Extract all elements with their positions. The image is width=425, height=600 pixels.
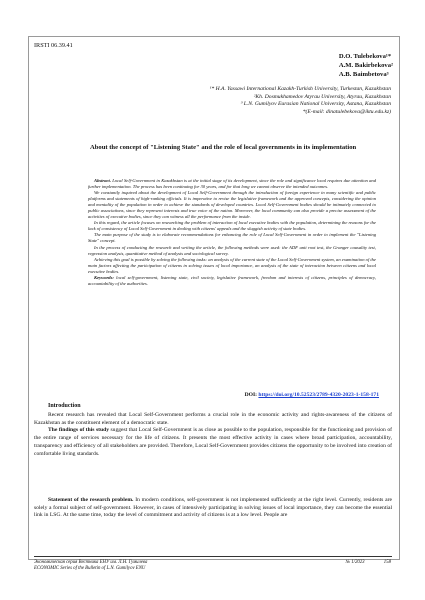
abstract-paragraph: [88, 232, 376, 244]
author-name: D.O. Tulebekova¹*: [338, 53, 392, 60]
section-heading-introduction: Introduction: [48, 403, 81, 409]
affiliation: ²Kh. Dosmukhamedov Atyrau University, Atyrau, Kazakhstan: [253, 93, 391, 100]
journal-name-en: ECONOMIC Series of the Bulletin of L.N. Gumilyov ENU: [34, 566, 146, 571]
abstract-paragraph: [88, 257, 376, 275]
keywords-lead: Keywords:: [94, 274, 114, 280]
abstract-text: In the process of conducting the research and writing the article, the following methods were used: the ADF unit root test, the Granger causality test, regression analysis, quantitative method of analysis and sociological survey.: [88, 244, 376, 256]
affiliation-list: [210, 86, 391, 116]
doi-link[interactable]: https://doi.org/10.52523/2789-4320-2023-1-158-171: [258, 392, 379, 398]
body-paragraph: [34, 412, 392, 458]
journal-name-ru: Экономическая серия Вестника ЕНУ им. Л.Н. Гумилева: [34, 560, 148, 565]
abstract-paragraph: [88, 245, 376, 257]
author-name: A.M. Bakirbekova²: [338, 62, 393, 70]
author-name: A.B. Baimbetova³: [338, 71, 389, 79]
abstract-text: Local Self-Government in Kazakhstan is at the initial stage of its development, since the role and significance local requires due attention and further implementation. The process has been continuing for 30 years, and for that long we cannot observe the intended outcomes.: [88, 178, 376, 190]
journal-footer: [34, 560, 147, 572]
doi-line: [245, 392, 379, 398]
abstract-paragraph: [88, 220, 376, 232]
abstract-text: The main purpose of the study is to elaborate recommendations for enhancing the role of Local Self-Government in order to implement the "Listening State" concept.: [88, 232, 376, 244]
body-lead: The findings of this study: [48, 427, 109, 434]
issue-number: № 1/2023: [345, 560, 365, 565]
keywords: [88, 275, 376, 287]
body-text: suggest that Local Self-Government is as close as possible to the population, responsible for the functioning and provision of the entire range of services necessary for the life of citizens. It presents the most effective activity in cases where broad participation, accountability, transparency and efficiency of all stakeholders are provided. Therefore, Local Self-Government provides citizens the opportunity to be involved into creation of comfortable living standards.: [34, 427, 392, 457]
abstract-text: Achieving this goal is possible by solving the following tasks: an analysis of the current state of the Local Self-Government system, an examination of the main factors affecting the participation of citizens in solving issues of local importance, an analysis of the state of interaction between citizens and local executive bodies.: [88, 256, 376, 274]
keywords-text: local self-government, listening state, civil society, legislative framework, freedom and interests of citizens, principles of democracy, accountability of the authorities.: [88, 274, 376, 286]
abstract-text: In this regard, the article focuses on researching the problem of interaction of local executive bodies with the population, determining the reasons for the lack of consistency of Local Self-Government in dealing with citizens' appeals and the sluggish activity of state bodies.: [88, 220, 376, 232]
body-text: In modern conditions, self-government is not implemented sufficiently at the right level. Currently, residents are solely a formal subject of self-government. However, in cases of intensively participating in solving issues of local importance, they can become the essential link in LSG. At the same time, today the level of commitment and activity of citizens is at a low level. People are: [34, 497, 393, 519]
body-text: Recent research has revealed that Local Self-Government performs a crucial role in the economic activity and rights-awareness of the citizens of Kazakhstan as the constituent element of a democratic state.: [34, 412, 392, 426]
abstract-paragraph: [88, 178, 376, 190]
contact-email: *(E-mail: dinatulebekova@iktu.edu.kz): [302, 108, 391, 115]
author-list: [339, 52, 393, 80]
page-number: 158: [383, 560, 391, 565]
body-paragraph: [34, 497, 392, 520]
abstract-lead: Abstract.: [94, 178, 111, 183]
irsti-code: IRSTI 06.39.41: [34, 42, 73, 49]
affiliation: ³ L.N. Gumilyov Eurasian National University, Astana, Kazakhstan: [240, 101, 391, 108]
issue-page-info: [328, 560, 391, 565]
abstract-paragraph: [88, 190, 376, 220]
body-lead: Statement of the research problem.: [48, 497, 134, 503]
abstract-block: [88, 178, 376, 287]
affiliation: ¹* H.A. Yassawi International Kazakh-Turkish University, Turkestan, Kazakhstan: [209, 86, 391, 92]
abstract-text: We constantly inquired about the development of Local Self-Government through the introduction of foreign experience in many scientific and public platforms and statements of high-ranking officials. It is imperative to revise the legislative framework and the approved concepts, considering the opinion and mentality of the population in order to achieve the standards of developed countries. Local Self-Government bodies should be intimately connected to public associations, since they represent interests and true voice of the nation. Moreover, the local community can also provide a precise assessment of the activities of executive bodies, since they can witness all the performance from the inside.: [88, 190, 376, 220]
footer-divider: [34, 556, 392, 557]
paper-title: About the concept of "Listening State" and the role of local governments in its implementation: [90, 144, 357, 151]
doi-label: DOI:: [244, 392, 258, 398]
